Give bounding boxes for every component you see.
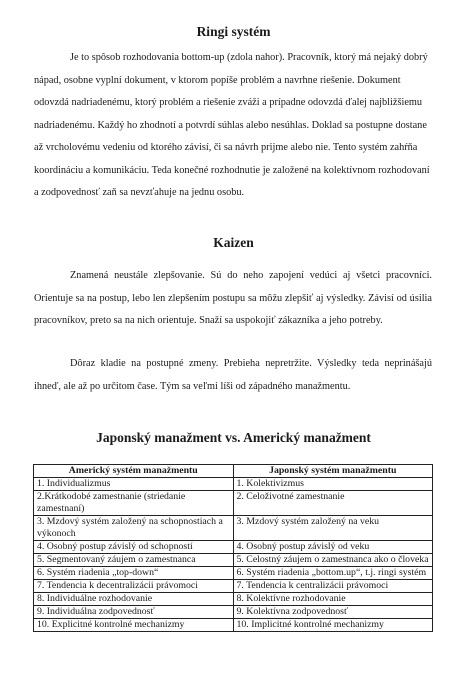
- comparison-table: [33, 464, 433, 632]
- kaizen-paragraph-1: Znamená neustále zlepšovanie. Sú do neho zapojení vedúci aj všetci pracovníci. Orientuje sa na postup, lebo len zlepšením postupu sa môžu zlepšiť aj výsledky. Závisí od úsilia pracovníkov, preto sa na nich orientuje. Snaží sa uspokojiť zákazníka a jeho potreby.: [34, 270, 432, 326]
- table-row: [34, 606, 433, 619]
- table-cell-american: 7. Tendencia k decentralizácii právomoci: [34, 580, 234, 593]
- table-row: [34, 593, 433, 606]
- ringi-paragraph: Je to spôsob rozhodovania bottom-up (zdola nahor). Pracovník, ktorý má nejaký dobrý nápad, osobne vyplní dokument, v ktorom popíše problém a navrhne riešenie. Dokument odovzdá nadriadenému, ktorý problém a riešenie zváži a prípadne odovzdá ďalej najbližšiemu nadriadenému. Každý ho zhodnotí a potvrdí súhlas alebo nesúhlas. Doklad sa postupne dostane až vrcholovému vedeniu od ktorého závisí, či sa návrh prijme alebo nie. Tento systém zahŕňa koordináciu a komunikáciu. Teda konečné rozhodnutie je založené na kolektívnom rozhodovaní a zodpovednosť zaň sa nevzťahuje na jednu osobu.: [34, 52, 430, 198]
- table-cell-american: 3. Mzdový systém založený na schopnostiach a výkonoch: [34, 516, 234, 541]
- table-cell-japanese: 4. Osobný postup závislý od veku: [233, 541, 433, 554]
- table-cell-japanese: 2. Celoživotné zamestnanie: [233, 491, 433, 516]
- table-cell-american: 4. Osobný postup závislý od schopností: [34, 541, 234, 554]
- table-row: [34, 580, 433, 593]
- table-cell-american: 6. Systém riadenia „top-down“: [34, 567, 234, 580]
- table-cell-japanese: 3. Mzdový systém založený na veku: [233, 516, 433, 541]
- table-cell-american: 2.Krátkodobé zamestnanie (striedanie zamestnaní): [34, 491, 234, 516]
- table-cell-american: 5. Segmentovaný záujem o zamestnanca: [34, 554, 234, 567]
- table-header-row: [34, 465, 433, 478]
- table-row: [34, 491, 433, 516]
- column-header-american: Americký systém manažmentu: [34, 465, 234, 478]
- table-cell-american: 9. Individuálna zodpovednosť: [34, 606, 234, 619]
- table-cell-american: 10. Explicitné kontrolné mechanizmy: [34, 619, 234, 632]
- table-cell-japanese: 10. Implicitné kontrolné mechanizmy: [233, 619, 433, 632]
- column-header-japanese: Japonský systém manažmentu: [233, 465, 433, 478]
- table-cell-japanese: 8. Kolektívne rozhodovanie: [233, 593, 433, 606]
- table-row: [34, 554, 433, 567]
- table-row: [34, 516, 433, 541]
- table-cell-japanese: 1. Kolektivizmus: [233, 478, 433, 491]
- table-cell-japanese: 6. Systém riadenia „bottom.up“, t.j. ringi systém: [233, 567, 433, 580]
- table-cell-japanese: 7. Tendencia k centralizácii právomoci: [233, 580, 433, 593]
- table-row: [34, 541, 433, 554]
- ringi-heading: Ringi systém: [196, 24, 271, 39]
- table-cell-japanese: 9. Kolektívna zodpovednosť: [233, 606, 433, 619]
- kaizen-heading: Kaizen: [213, 235, 254, 250]
- kaizen-paragraph-2: Dôraz kladie na postupné zmeny. Prebieha nepretržite. Výsledky teda neprinášajú ihneď, ale až po určitom čase. Tým sa veľmi líši od západného manažmentu.: [34, 358, 432, 392]
- table-cell-american: 1. Individualizmus: [34, 478, 234, 491]
- table-row: [34, 478, 433, 491]
- table-row: [34, 567, 433, 580]
- comparison-heading: Japonský manažment vs. Americký manažment: [96, 430, 371, 445]
- table-cell-japanese: 5. Celostný záujem o zamestnanca ako o človeka: [233, 554, 433, 567]
- table-row: [34, 619, 433, 632]
- table-cell-american: 8. Individuálne rozhodovanie: [34, 593, 234, 606]
